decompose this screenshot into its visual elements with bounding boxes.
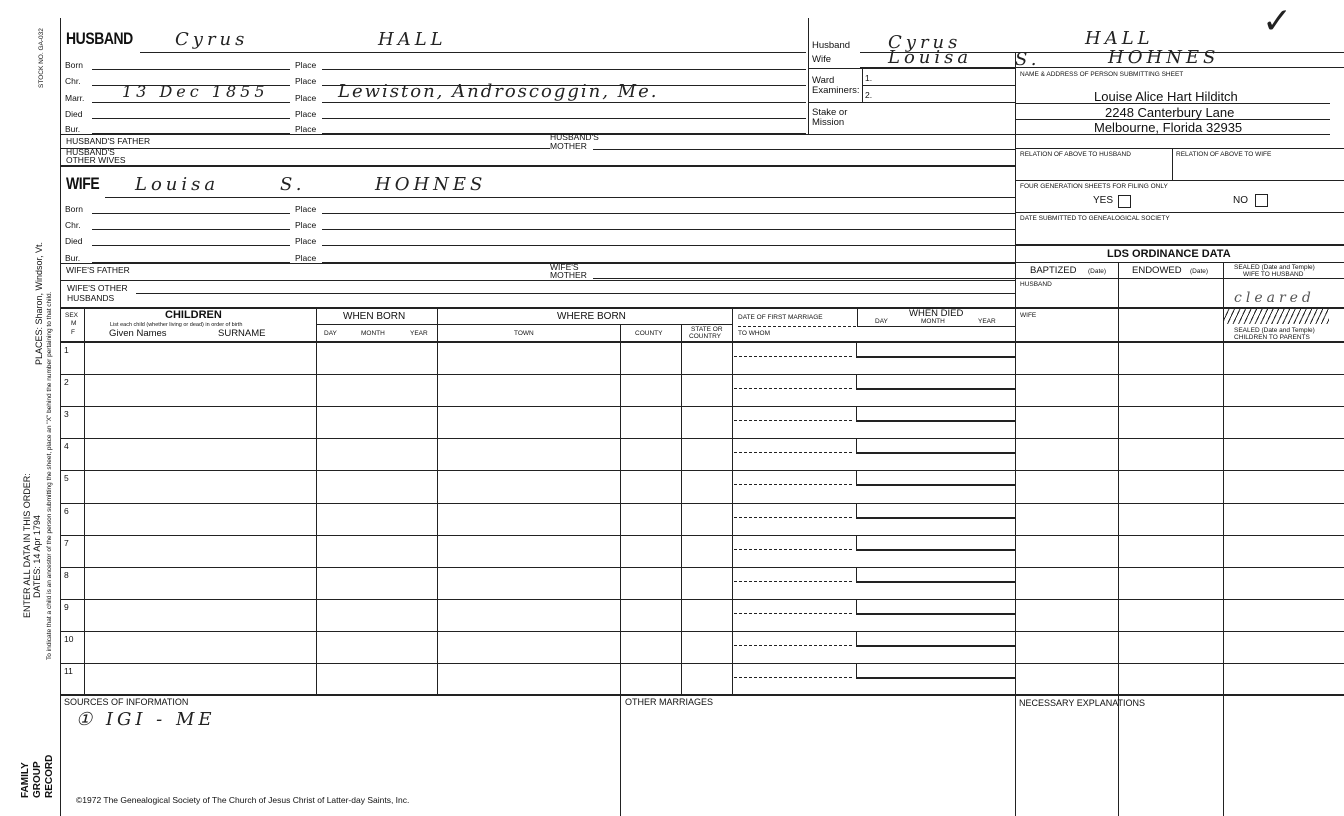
died-day-header: DAY xyxy=(875,318,888,325)
wife-father-bottom-rule xyxy=(60,280,1015,281)
child-row-number: 9 xyxy=(64,602,69,612)
wife-bur-place-label: Place xyxy=(295,253,317,263)
child-marriage-dash xyxy=(734,356,852,357)
left-frame-line xyxy=(60,18,61,816)
husband-born-label: Born xyxy=(65,60,83,70)
endowed-label: ENDOWED xyxy=(1132,265,1182,276)
other-wives-label-1: HUSBAND'S xyxy=(66,147,115,157)
wife-mother-label-1: WIFE'S xyxy=(550,262,579,272)
stake-label-1: Stake or xyxy=(812,107,848,118)
child-row-rule xyxy=(60,438,1344,439)
other-husbands-label-1: WIFE'S OTHER xyxy=(67,283,128,293)
necessary-explanations-label: NECESSARY EXPLANATIONS xyxy=(1019,698,1146,708)
husband-marr-place-label: Place xyxy=(295,93,317,103)
relation-wife-label: RELATION OF ABOVE TO WIFE xyxy=(1176,151,1272,158)
header-marriage-dash xyxy=(738,326,856,327)
child-death-date-box[interactable] xyxy=(856,663,1015,679)
examiner-2-label: 2. xyxy=(865,90,873,100)
lds-header-rule xyxy=(1015,278,1344,279)
husband-name-line xyxy=(140,52,806,53)
lds-wife-row-label: WIFE xyxy=(1020,312,1037,319)
other-husbands-label-2: HUSBANDS xyxy=(67,293,115,303)
child-row-rule xyxy=(60,470,1344,471)
wife-died-label: Died xyxy=(65,236,83,246)
husband-father-top-rule xyxy=(60,134,1015,135)
county-column-line xyxy=(681,324,682,694)
born-date-column-line xyxy=(437,308,438,694)
record-wife-surname: HOHNES xyxy=(1108,47,1220,68)
child-marriage-dash xyxy=(734,484,852,485)
children-title: CHILDREN xyxy=(165,309,222,321)
husband-father-line xyxy=(60,148,550,149)
children-header-bottom-rule xyxy=(60,341,1344,343)
husband-surname: HALL xyxy=(378,29,447,50)
state-header-1: STATE OR xyxy=(691,326,723,333)
stake-label-2: Mission xyxy=(812,117,845,128)
child-row-rule xyxy=(60,503,1344,504)
relation-top-rule xyxy=(1015,148,1344,149)
submitter-heading: NAME & ADDRESS OF PERSON SUBMITTING SHEET xyxy=(1020,71,1184,78)
sex-f-label: F xyxy=(71,329,75,336)
lds-top-rule xyxy=(1015,244,1344,246)
child-row-number: 11 xyxy=(64,666,73,676)
four-gen-top-rule xyxy=(1015,180,1344,181)
baptized-label: BAPTIZED xyxy=(1030,265,1077,276)
husband-mother-label-1: HUSBAND'S xyxy=(550,132,599,142)
date-submitted-top-rule xyxy=(1015,212,1344,213)
child-row-number: 5 xyxy=(64,473,69,483)
child-marriage-dash xyxy=(734,517,852,518)
wife-mother-line xyxy=(593,278,1015,279)
record-label: RECORD xyxy=(44,754,55,798)
submitter-name: Louise Alice Hart Hilditch xyxy=(1094,89,1238,104)
places-instruction: PLACES: Sharon, Windsor, Vt. xyxy=(34,241,44,365)
child-death-date-box[interactable] xyxy=(856,535,1015,551)
children-top-rule xyxy=(60,307,1344,309)
sealed-children-label-2: CHILDREN TO PARENTS xyxy=(1234,334,1310,341)
when-born-header: WHEN BORN xyxy=(343,311,406,322)
wife-died-line xyxy=(92,245,290,246)
wife-born-label: Born xyxy=(65,204,83,214)
stock-number: STOCK NO. GA-032 xyxy=(38,28,45,88)
child-marriage-dash xyxy=(734,677,852,678)
wife-chr-place-line xyxy=(322,229,1015,230)
marriage-date: 13 Dec 1855 xyxy=(122,82,269,101)
given-names-header: Given Names xyxy=(109,328,167,339)
children-bottom-rule xyxy=(60,694,1344,696)
husband-section-bottom-rule xyxy=(60,165,1015,167)
baptized-date-label: (Date) xyxy=(1088,268,1107,275)
endowed-date-label: (Date) xyxy=(1190,268,1209,275)
child-ancestor-note: To indicate that a child is an ancestor of the person submitting the sheet, place an "X" behind the number pertaining to that child. xyxy=(46,291,53,660)
wife-given-name: Louisa xyxy=(135,174,220,195)
husband-block-divider xyxy=(808,18,809,134)
child-row-rule xyxy=(60,406,1344,407)
submitter-line-3 xyxy=(1015,134,1330,135)
husband-chr-place-label: Place xyxy=(295,76,317,86)
lds-title: LDS ORDINANCE DATA xyxy=(1107,248,1231,260)
sex-header: SEX xyxy=(65,312,79,319)
no-checkbox[interactable] xyxy=(1255,194,1268,207)
no-label: NO xyxy=(1233,195,1248,206)
husband-born-place-label: Place xyxy=(295,60,317,70)
when-died-rule xyxy=(857,326,1015,327)
wife-died-place-line xyxy=(322,245,1015,246)
child-death-date-box[interactable] xyxy=(856,503,1015,519)
child-row-rule xyxy=(60,663,1344,664)
husband-died-place-line xyxy=(322,118,806,119)
born-month-header: MONTH xyxy=(361,330,385,337)
when-born-rule xyxy=(316,324,437,325)
wife-name-line xyxy=(105,197,1015,198)
stake-top-rule xyxy=(808,102,1015,103)
town-column-line xyxy=(620,324,621,694)
state-header-2: COUNTRY xyxy=(689,333,722,340)
child-row-number: 10 xyxy=(64,634,74,644)
when-died-left-line xyxy=(857,308,858,326)
record-wife-label: Wife xyxy=(812,54,831,65)
record-husband-label: Husband xyxy=(812,40,851,51)
child-row-rule xyxy=(60,631,1344,632)
child-death-date-box[interactable] xyxy=(856,406,1015,422)
wife-heading: WIFE xyxy=(66,174,100,193)
yes-label: YES xyxy=(1093,195,1114,206)
wife-surname: HOHNES xyxy=(375,174,487,195)
husband-father-label: HUSBAND'S FATHER xyxy=(66,136,151,146)
child-marriage-dash xyxy=(734,613,852,614)
wife-died-place-label: Place xyxy=(295,236,317,246)
other-wives-label-2: OTHER WIVES xyxy=(66,155,126,165)
child-row-number: 6 xyxy=(64,506,69,516)
lds-divider-2 xyxy=(1223,262,1224,816)
right-column-divider xyxy=(1015,52,1016,816)
child-death-date-box[interactable] xyxy=(856,599,1015,615)
relation-divider xyxy=(1172,148,1173,180)
child-row-number: 1 xyxy=(64,345,69,355)
ward-top-rule xyxy=(808,68,1015,69)
husband-died-place-label: Place xyxy=(295,109,317,119)
wife-middle-initial: S. xyxy=(280,174,306,195)
born-day-header: DAY xyxy=(324,330,337,337)
children-instruction: List each child (whether living or dead) in order of birth xyxy=(110,322,243,328)
husband-marr-place-line xyxy=(322,102,806,103)
wife-father-label: WIFE'S FATHER xyxy=(66,265,130,275)
dates-instruction: DATES: 14 Apr 1794 xyxy=(32,515,42,598)
husband-born-place-line xyxy=(322,69,806,70)
husband-marr-label: Marr. xyxy=(65,93,85,103)
surname-header: SURNAME xyxy=(218,328,266,339)
other-husbands-line xyxy=(136,293,1015,294)
wife-bur-label: Bur. xyxy=(65,253,81,263)
examiner-1-line xyxy=(862,85,1015,86)
wife-chr-place-label: Place xyxy=(295,220,317,230)
child-death-date-box[interactable] xyxy=(856,438,1015,454)
yes-checkbox[interactable] xyxy=(1118,195,1131,208)
submitter-street: 2248 Canterbury Lane xyxy=(1105,105,1235,120)
to-whom-header: TO WHOM xyxy=(738,330,771,337)
state-column-line xyxy=(732,308,733,694)
child-row-number: 7 xyxy=(64,538,69,548)
child-row-rule xyxy=(60,535,1344,536)
submitter-city: Melbourne, Florida 32935 xyxy=(1094,120,1243,135)
wife-born-line xyxy=(92,213,290,214)
record-husband-given: Cyrus xyxy=(888,32,962,53)
sealed-wife-label-1: SEALED (Date and Temple) xyxy=(1234,264,1315,271)
child-marriage-dash xyxy=(734,388,852,389)
child-death-date-box[interactable] xyxy=(856,631,1015,647)
checkmark: ✓ xyxy=(1262,1,1293,42)
other-marriages-label: OTHER MARRIAGES xyxy=(625,697,714,707)
county-header: COUNTY xyxy=(635,330,663,337)
submitter-line-1 xyxy=(1015,103,1330,104)
sex-column-line xyxy=(84,308,85,694)
lds-husband-row-label: HUSBAND xyxy=(1020,281,1052,288)
husband-born-line xyxy=(92,69,290,70)
sources-entry: ① IGI - ME xyxy=(76,709,216,730)
name-column-line xyxy=(316,308,317,694)
husband-heading: HUSBAND xyxy=(66,29,133,48)
marriage-place: Lewiston, Androscoggin, Me. xyxy=(338,81,659,102)
child-marriage-dash xyxy=(734,549,852,550)
sealed-children-label-1: SEALED (Date and Temple) xyxy=(1234,327,1315,334)
enter-data-instruction: ENTER ALL DATA IN THIS ORDER: xyxy=(22,473,32,618)
sealed-hatched-area xyxy=(1224,309,1329,324)
child-row-rule xyxy=(60,374,1344,375)
child-death-date-box[interactable] xyxy=(856,567,1015,583)
child-row-number: 4 xyxy=(64,441,69,451)
town-header: TOWN xyxy=(514,330,534,337)
child-death-date-box[interactable] xyxy=(856,342,1015,358)
child-row-number: 2 xyxy=(64,377,69,387)
other-marriages-divider xyxy=(620,694,621,816)
wife-chr-label: Chr. xyxy=(65,220,81,230)
husband-died-label: Died xyxy=(65,109,83,119)
lds-divider-1 xyxy=(1118,262,1119,816)
child-marriage-dash xyxy=(734,581,852,582)
where-born-rule xyxy=(437,324,732,325)
lds-title-bottom-rule xyxy=(1015,262,1344,263)
child-row-number: 3 xyxy=(64,409,69,419)
sealed-wife-label-2: WIFE TO HUSBAND xyxy=(1243,271,1304,278)
examiner-1-label: 1. xyxy=(865,73,873,83)
wife-born-place-label: Place xyxy=(295,204,317,214)
child-row-number: 8 xyxy=(64,570,69,580)
child-marriage-dash xyxy=(734,645,852,646)
child-row-rule xyxy=(60,599,1344,600)
husband-chr-label: Chr. xyxy=(65,76,81,86)
family-label: FAMILY xyxy=(20,762,31,798)
record-wife-middle: S. xyxy=(1015,49,1041,70)
husband-marr-line xyxy=(92,102,290,103)
group-label: GROUP xyxy=(32,761,43,798)
record-wife-given: Louisa xyxy=(888,47,973,68)
copyright-notice: ©1972 The Genealogical Society of The Church of Jesus Christ of Latter-day Saints, Inc. xyxy=(76,795,410,805)
child-row-rule xyxy=(60,567,1344,568)
husband-bur-place-label: Place xyxy=(295,124,317,134)
child-death-date-box[interactable] xyxy=(856,470,1015,486)
examiners-label: Examiners: xyxy=(812,85,860,96)
sex-m-label: M xyxy=(71,320,77,327)
husband-mother-label-2: MOTHER xyxy=(550,141,587,151)
child-marriage-dash xyxy=(734,452,852,453)
sources-label: SOURCES OF INFORMATION xyxy=(64,697,189,707)
died-month-header: MONTH xyxy=(921,318,945,325)
husband-given-name: Cyrus xyxy=(175,29,249,50)
born-year-header: YEAR xyxy=(410,330,428,337)
date-submitted-label: DATE SUBMITTED TO GENEALOGICAL SOCIETY xyxy=(1020,215,1170,222)
wife-father-top-rule xyxy=(60,263,1015,264)
ward-label: Ward xyxy=(812,75,835,86)
child-marriage-dash xyxy=(734,420,852,421)
died-year-header: YEAR xyxy=(978,318,996,325)
when-died-header: WHEN DIED xyxy=(909,308,964,319)
wife-chr-line xyxy=(92,229,290,230)
husband-died-line xyxy=(92,118,290,119)
husband-bur-label: Bur. xyxy=(65,124,81,134)
husband-mother-line xyxy=(593,149,1015,150)
wife-mother-label-2: MOTHER xyxy=(550,270,587,280)
child-death-date-box[interactable] xyxy=(856,374,1015,390)
cleared-note: cleared xyxy=(1234,290,1315,306)
four-gen-label: FOUR GENERATION SHEETS FOR FILING ONLY xyxy=(1020,183,1168,190)
record-husband-surname: HALL xyxy=(1085,28,1154,49)
relation-husband-label: RELATION OF ABOVE TO HUSBAND xyxy=(1020,151,1131,158)
wife-born-place-line xyxy=(322,213,1015,214)
first-marriage-header: DATE OF FIRST MARRIAGE xyxy=(738,314,823,321)
where-born-header: WHERE BORN xyxy=(557,311,626,322)
